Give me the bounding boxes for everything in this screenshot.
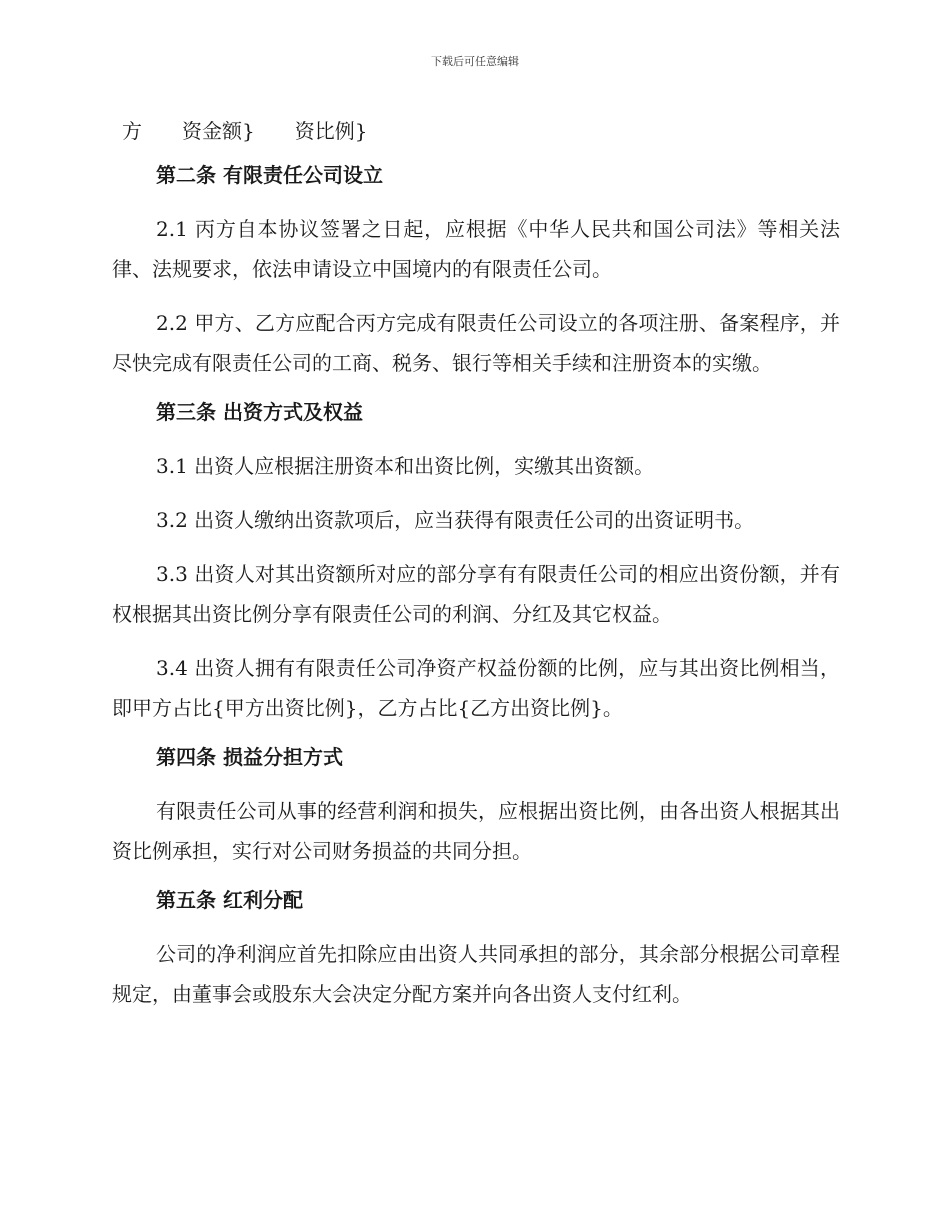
section-article-5: [112, 885, 840, 1014]
paragraph: 2.2 甲方、乙方应配合丙方完成有限责任公司设立的各项注册、备案程序，并尽快完成有限责任公司的工商、税务、银行等相关手续和注册资本的实缴。: [112, 311, 840, 375]
section-article-3: [112, 397, 840, 728]
paragraph: 有限责任公司从事的经营利润和损失，应根据出资比例，由各出资人根据其出资比例承担，实行对公司财务损益的共同分担。: [112, 799, 840, 863]
fragment-cell: 方: [122, 119, 142, 143]
section-heading: 第五条 红利分配: [156, 888, 303, 912]
paragraph: 2.1 丙方自本协议签署之日起，应根据《中华人民共和国公司法》等相关法律、法规要求，依法申请设立中国境内的有限责任公司。: [112, 217, 840, 281]
section-article-4: [112, 742, 840, 871]
table-fragment-row: [112, 116, 840, 146]
paragraph: 公司的净利润应首先扣除应由出资人共同承担的部分，其余部分根据公司章程规定，由董事会或股东大会决定分配方案并向各出资人支付红利。: [112, 942, 840, 1006]
section-heading: 第三条 出资方式及权益: [156, 400, 363, 424]
paragraph: 3.1 出资人应根据注册资本和出资比例，实缴其出资额。: [156, 454, 655, 478]
section-heading: 第二条 有限责任公司设立: [156, 163, 383, 187]
paragraph: 3.3 出资人对其出资额所对应的部分享有有限责任公司的相应出资份额，并有权根据其出资比例分享有限责任公司的利润、分红及其它权益。: [112, 562, 840, 626]
document-body: [112, 116, 840, 1028]
section-heading: 第四条 损益分担方式: [156, 745, 343, 769]
paragraph: 3.2 出资人缴纳出资款项后，应当获得有限责任公司的出资证明书。: [156, 508, 755, 532]
page-header: 下载后可任意编辑: [431, 55, 519, 68]
paragraph: 3.4 出资人拥有有限责任公司净资产权益份额的比例，应与其出资比例相当，即甲方占比{甲方出资比例}，乙方占比{乙方出资比例}。: [112, 656, 840, 720]
section-article-2: [112, 160, 840, 383]
fragment-cell: 资金额}: [182, 119, 255, 143]
fragment-cell: 资比例}: [294, 119, 368, 143]
